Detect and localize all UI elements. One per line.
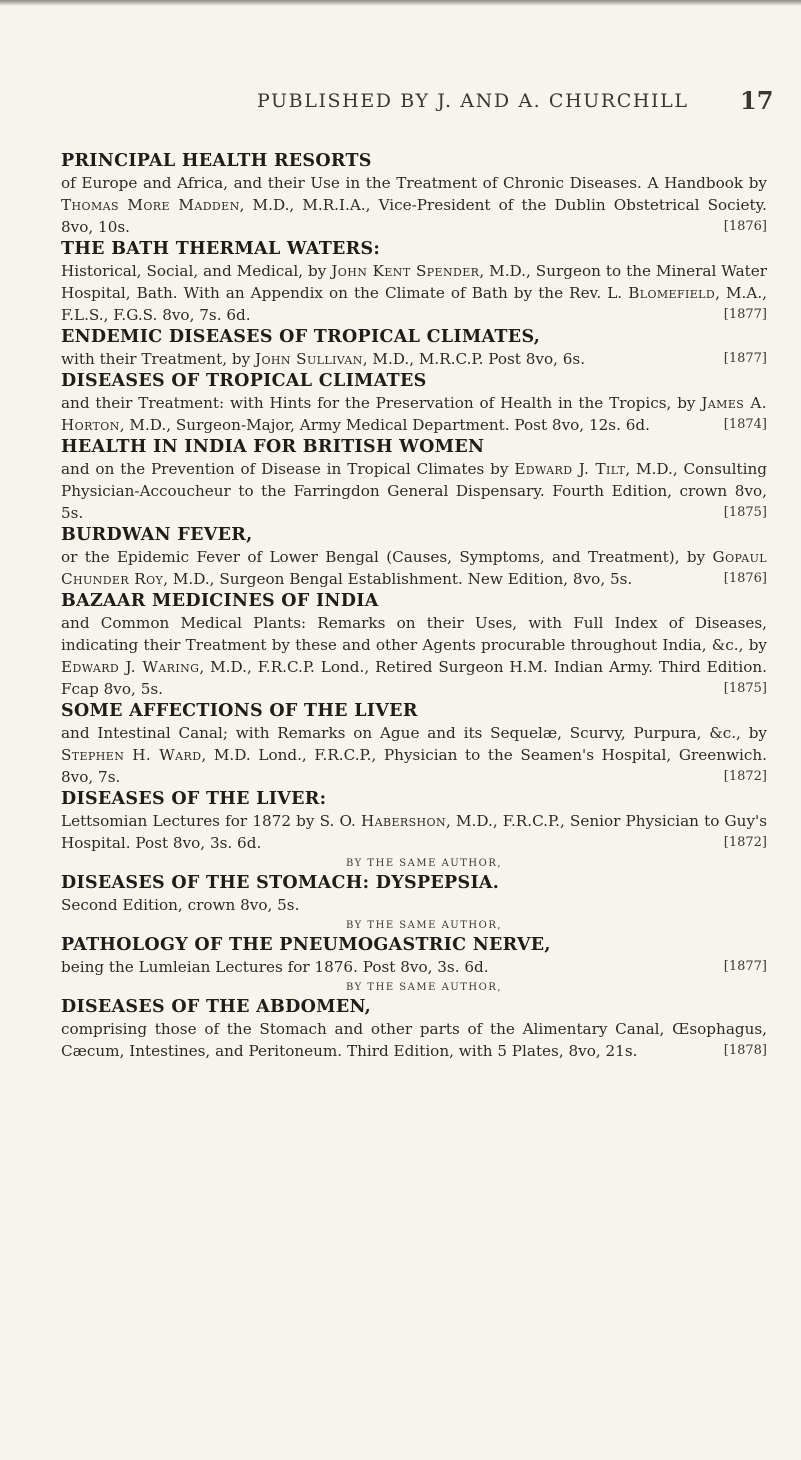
catalogue-entry [61, 980, 767, 1062]
entry-author: Edward J. Waring [61, 658, 200, 676]
entry-author: Edward J. Tilt [514, 460, 626, 478]
entry-text: , M.D., F.R.C.P., Senior Physician to Guy's Hospital. Post 8vo, 3s. 6d. [61, 812, 767, 852]
entry-title: PATHOLOGY OF THE PNEUMOGASTRIC NERVE, [61, 935, 551, 955]
entry-text: , M.D., F.R.C.P. Lond., Retired Surgeon H.M. Indian Army. Third Edition. Fcap 8vo, 5s. [61, 658, 767, 698]
entry-date: [1877] [723, 351, 767, 366]
entry-text: Second Edition, crown 8vo, 5s. [61, 896, 300, 914]
entry-title: PRINCIPAL HEALTH RESORTS [61, 151, 372, 171]
entry-text: of Europe and Africa, and their Use in the Treatment of Chronic Diseases. A Handbook by [61, 174, 767, 192]
catalogue-entry [61, 788, 767, 854]
entry-text: and their Treatment: with Hints for the Preservation of Health in the Tropics, by [61, 394, 702, 412]
running-head-title: PUBLISHED BY J. AND A. CHURCHILL [257, 90, 689, 112]
catalogue-entry [61, 238, 767, 326]
entry-description [61, 810, 767, 854]
entry-description [61, 612, 767, 700]
entry-author: Blomefield [628, 284, 716, 302]
catalogue-entry [61, 150, 767, 238]
entry-date: [1872] [723, 835, 767, 850]
entry-text: , M.D., Surgeon Bengal Establishment. New Edition, 8vo, 5s. [163, 570, 633, 588]
entry-description [61, 172, 767, 238]
entry-title: BURDWAN FEVER, [61, 525, 253, 545]
entry-date: [1878] [723, 1043, 767, 1058]
entry-description [61, 956, 767, 978]
entry-byline: BY THE SAME AUTHOR, [345, 982, 503, 993]
entry-author: John Sullivan [254, 350, 363, 368]
entry-author: Thomas More Madden [61, 196, 240, 214]
entry-byline: BY THE SAME AUTHOR, [345, 920, 503, 931]
entry-text: and Intestinal Canal; with Remarks on Ague and its Sequelæ, Scurvy, Purpura, &c., by [61, 724, 767, 742]
entry-title: SOME AFFECTIONS OF THE LIVER [61, 701, 418, 721]
entry-date: [1875] [723, 681, 767, 696]
entry-text: comprising those of the Stomach and other parts of the Alimentary Canal, Œsophagus, Cæcum, Intestines, and Peritoneum. Third Edition, with 5 Plates, 8vo, 21s. [61, 1020, 767, 1060]
entry-text: Historical, Social, and Medical, by [61, 262, 332, 280]
entry-text: , M.D., Consulting Physician-Accoucheur to the Farringdon General Dispensary. Fourth Edition, crown 8vo, 5s. [61, 460, 768, 522]
entry-title: ENDEMIC DISEASES OF TROPICAL CLIMATES, [61, 327, 541, 347]
catalogue-entry [61, 370, 767, 436]
entry-description [61, 348, 767, 370]
catalogue-entry [61, 524, 767, 590]
entry-text: , M.D., M.R.C.P. Post 8vo, 6s. [362, 350, 586, 368]
entry-text: and Common Medical Plants: Remarks on their Uses, with Full Index of Diseases, indicating their Treatment by these and other Agents procurable throughout India, &c., by [61, 614, 767, 654]
running-head [0, 86, 801, 120]
catalogue-entry [61, 700, 767, 788]
entry-text: being the Lumleian Lectures for 1876. Post 8vo, 3s. 6d. [61, 958, 489, 976]
entry-description [61, 894, 767, 916]
entry-description [61, 546, 767, 590]
entry-text: with their Treatment, by [61, 350, 255, 368]
entry-title: DISEASES OF THE STOMACH: DYSPEPSIA. [61, 873, 500, 893]
entry-description [61, 722, 767, 788]
entry-text: , M.A., F.L.S., F.G.S. 8vo, 7s. 6d. [61, 284, 767, 324]
catalogue-entry [61, 856, 767, 916]
page-top-edge [0, 0, 801, 6]
entry-date: [1877] [723, 307, 767, 322]
entry-author: John Kent Spender [331, 262, 480, 280]
entry-author: James A. Horton [61, 394, 768, 434]
entry-title: DISEASES OF TROPICAL CLIMATES [61, 371, 427, 391]
entry-description [61, 260, 767, 326]
entry-text: , M.D., Surgeon-Major, Army Medical Department. Post 8vo, 12s. 6d. [119, 416, 650, 434]
entry-date: [1875] [723, 505, 767, 520]
entry-title: DISEASES OF THE LIVER: [61, 789, 327, 809]
catalogue-entry [61, 326, 767, 370]
entry-date: [1877] [723, 959, 767, 974]
entry-title: THE BATH THERMAL WATERS: [61, 239, 381, 259]
entry-date: [1872] [723, 769, 767, 784]
entry-text: , M.D. Lond., F.R.C.P., Physician to the Seamen's Hospital, Greenwich. 8vo, 7s. [61, 746, 767, 786]
entry-byline: BY THE SAME AUTHOR, [345, 858, 503, 869]
entry-title: DISEASES OF THE ABDOMEN, [61, 997, 372, 1017]
entry-author: Stephen H. Ward [61, 746, 202, 764]
page-number: 17 [740, 86, 774, 115]
entry-text: and on the Prevention of Disease in Tropical Climates by [61, 460, 515, 478]
catalogue-entry [61, 918, 767, 978]
entry-text: , M.D., Surgeon to the Mineral Water Hospital, Bath. With an Appendix on the Climate of Bath by the Rev. L. [61, 262, 767, 302]
entry-text: Lettsomian Lectures for 1872 by S. O. [61, 812, 362, 830]
catalogue-entry [61, 590, 767, 700]
entry-description [61, 1018, 767, 1062]
entry-text: or the Epidemic Fever of Lower Bengal (Causes, Symptoms, and Treatment), by [61, 548, 713, 566]
entry-text: , M.D., M.R.I.A., Vice-President of the Dublin Obstetrical Society. 8vo, 10s. [61, 196, 767, 236]
entry-author: Habershon [361, 812, 446, 830]
entry-author: Gopaul Chunder Roy [61, 548, 767, 588]
entry-description [61, 392, 767, 436]
entry-description [61, 458, 767, 524]
entry-date: [1874] [723, 417, 767, 432]
entry-title: HEALTH IN INDIA FOR BRITISH WOMEN [61, 437, 485, 457]
entry-date: [1876] [723, 571, 767, 586]
entry-date: [1876] [723, 219, 767, 234]
entry-title: BAZAAR MEDICINES OF INDIA [61, 591, 379, 611]
catalogue-entry [61, 436, 767, 524]
catalogue-entries [61, 150, 767, 1062]
